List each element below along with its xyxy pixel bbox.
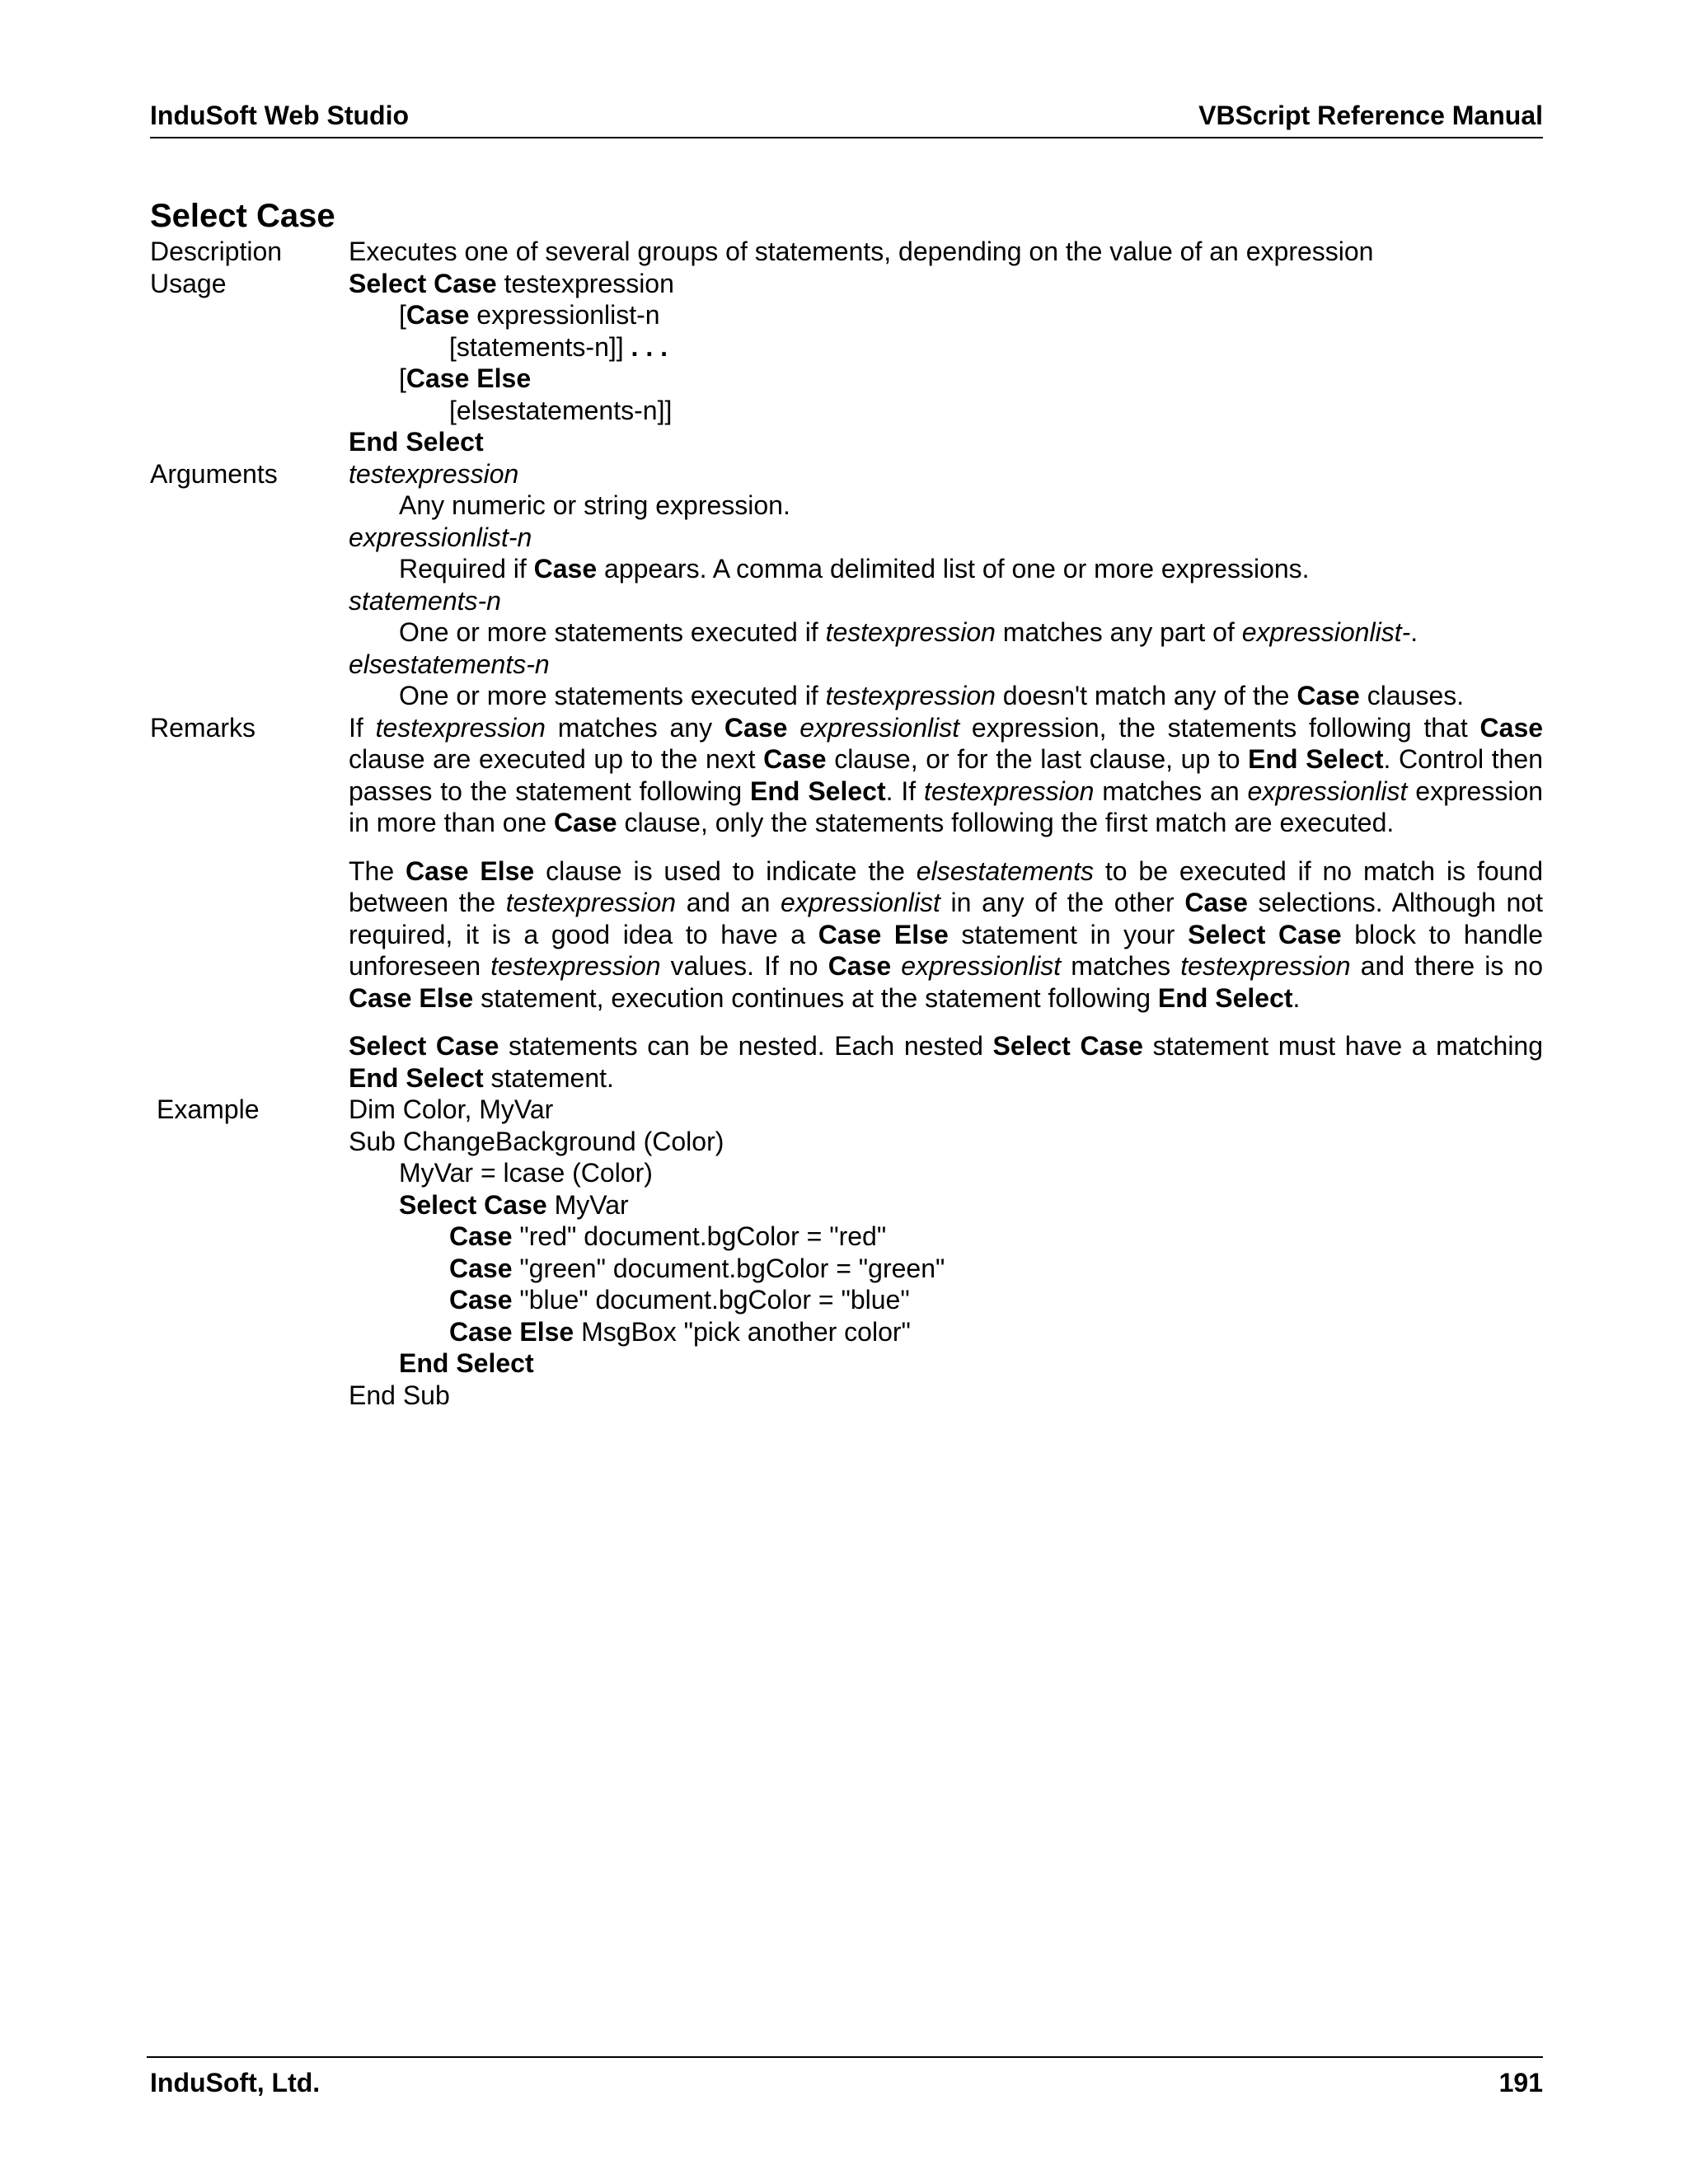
term: expressionlist- [1241, 617, 1411, 647]
text: selections. Although not required, it is a good idea to have a [349, 888, 1544, 949]
term: elsestatements [916, 855, 1094, 886]
keyword: Select Case [349, 1031, 499, 1061]
text: matches an [1094, 776, 1248, 806]
text [891, 951, 901, 981]
term: testexpression [1180, 951, 1351, 981]
keyword: Select Case [1188, 919, 1342, 949]
keyword: Case [554, 808, 617, 837]
code-line [349, 1221, 1543, 1253]
keyword: End Select [750, 776, 886, 806]
term: expressionlist [799, 712, 960, 743]
syntax-text: [ [399, 363, 406, 393]
code-line: MyVar = lcase (Color) [399, 1158, 653, 1188]
code-line [349, 1284, 1543, 1316]
remarks-paragraph-1 [349, 712, 1543, 839]
arguments-label: Arguments [150, 458, 278, 489]
argument-name: elsestatements-n [349, 649, 550, 679]
keyword: Case Else [818, 919, 949, 949]
code-line [349, 1189, 1543, 1221]
description-label: Description [150, 237, 283, 266]
keyword: Select Case [349, 268, 497, 298]
text: matches any part of [995, 617, 1242, 647]
code-line [349, 1316, 1543, 1348]
text: matches any [545, 712, 724, 743]
header-product: InduSoft Web Studio [150, 101, 410, 130]
usage-row [150, 268, 1543, 458]
description-text: Executes one of several groups of statements, depending on the value of an expression [349, 237, 1374, 266]
text: clause, only the statements following the first match are executed. [617, 808, 1395, 837]
text: clauses. [1359, 681, 1465, 710]
text [787, 713, 799, 743]
term: expressionlist [781, 888, 940, 917]
section-title: Select Case [150, 198, 335, 234]
term: testexpression [490, 951, 661, 981]
text: block to handle unforeseen [349, 919, 1544, 981]
text: . [1410, 617, 1418, 647]
text: . If [885, 776, 925, 806]
syntax-text: expressionlist-n [469, 300, 660, 330]
text: expression, the statements following that [959, 712, 1480, 743]
remarks-label: Remarks [150, 712, 256, 743]
remarks-body [349, 712, 1543, 1094]
syntax-text: testexpression [496, 268, 674, 298]
argument-description [349, 616, 1543, 649]
arguments-row [150, 458, 1543, 712]
code-line: End Sub [349, 1380, 450, 1410]
argument-name: expressionlist-n [349, 522, 532, 552]
remarks-paragraph-2 [349, 855, 1543, 1015]
text: statement must have a matching [1142, 1031, 1544, 1061]
argument-description [349, 680, 1543, 712]
keyword: Case [828, 951, 892, 981]
keyword: End Select [1248, 744, 1384, 774]
keyword: End Select [349, 427, 484, 457]
reference-entry [150, 236, 1543, 1411]
code-text: MyVar [546, 1189, 629, 1220]
keyword: Case [533, 554, 598, 583]
keyword: Case Else [349, 982, 474, 1013]
code-line: Sub ChangeBackground (Color) [349, 1126, 724, 1156]
code-text: "red" document.bgColor = "red" [512, 1221, 887, 1251]
keyword: Case [449, 1221, 513, 1251]
remarks-row [150, 712, 1543, 1094]
term: testexpression [375, 712, 546, 743]
text: in any of the other [940, 888, 1185, 917]
arguments-list [349, 458, 1543, 712]
code-line [349, 1253, 1543, 1285]
term: testexpression [825, 617, 996, 647]
page-footer [147, 2056, 1543, 2107]
argument-name: testexpression [349, 458, 519, 489]
usage-label: Usage [150, 268, 227, 298]
text: statement. [483, 1062, 614, 1093]
code-text: MsgBox "pick another color" [574, 1316, 911, 1347]
usage-syntax [349, 268, 1543, 458]
text: and an [676, 888, 781, 917]
text: statement, execution continues at the statement following [473, 982, 1158, 1013]
keyword: End Select [349, 1062, 484, 1093]
keyword: Case [449, 1285, 513, 1315]
footer-company: InduSoft, Ltd. [150, 2068, 321, 2097]
description-row [150, 236, 1543, 268]
text: The [349, 855, 406, 886]
argument-description: Any numeric or string expression. [399, 490, 790, 520]
keyword: Case [449, 1253, 513, 1283]
keyword: Case [724, 712, 788, 743]
text: clause is used to indicate the [534, 855, 917, 886]
keyword: End Select [1157, 982, 1293, 1013]
text: . Control then passes to the statement following [349, 744, 1544, 806]
text: expression in more than one [349, 776, 1544, 837]
text: doesn't match any of the [995, 681, 1297, 710]
keyword: Case [1479, 712, 1544, 743]
keyword: Select Case [992, 1031, 1143, 1061]
example-label: Example [157, 1094, 260, 1124]
keyword: Case [1184, 888, 1248, 917]
text: . [1292, 982, 1301, 1013]
code-line [349, 1347, 1543, 1380]
page-header [150, 97, 1543, 138]
keyword: End Select [399, 1348, 534, 1378]
term: testexpression [825, 681, 996, 710]
argument-name: statements-n [349, 585, 501, 616]
keyword: Case Else [449, 1316, 574, 1347]
code-text: "blue" document.bgColor = "blue" [512, 1285, 910, 1315]
argument-description [349, 553, 1543, 585]
term: testexpression [924, 776, 1095, 806]
syntax-text: [ [399, 300, 406, 330]
text: If [349, 712, 376, 743]
syntax-text: [elsestatements-n]] [449, 395, 673, 425]
keyword: Case [1296, 681, 1360, 710]
text: values. If no [660, 951, 828, 981]
page-number: 191 [1498, 2068, 1543, 2097]
text: One or more statements executed if [399, 617, 826, 647]
ellipsis: . . . [631, 331, 668, 362]
syntax-text: [statements-n]] [449, 331, 631, 362]
keyword: Case [406, 300, 470, 330]
term: expressionlist [901, 951, 1062, 981]
text: matches [1061, 951, 1181, 981]
code-text: "green" document.bgColor = "green" [512, 1253, 945, 1283]
text: appears. A comma delimited list of one or more expressions. [597, 554, 1310, 583]
example-row [150, 1094, 1543, 1411]
term: expressionlist [1247, 776, 1408, 806]
text: clause, or for the last clause, up to [826, 744, 1249, 774]
remarks-paragraph-3 [349, 1030, 1543, 1094]
code-line: Dim Color, MyVar [349, 1094, 554, 1124]
text: and there is no [1350, 951, 1543, 981]
header-manual-title: VBScript Reference Manual [1198, 101, 1543, 130]
keyword: Case Else [406, 363, 532, 393]
text: statements can be nested. Each nested [499, 1031, 993, 1061]
keyword: Case Else [406, 855, 535, 886]
term: testexpression [505, 888, 677, 917]
keyword: Select Case [399, 1189, 547, 1220]
text: clause are executed up to the next [349, 744, 764, 774]
example-code [349, 1094, 1543, 1411]
text: One or more statements executed if [399, 681, 826, 710]
text: Required if [399, 554, 534, 583]
text: to be executed if no match is found between the [349, 855, 1544, 917]
text: statement in your [948, 919, 1189, 949]
keyword: Case [763, 744, 827, 774]
